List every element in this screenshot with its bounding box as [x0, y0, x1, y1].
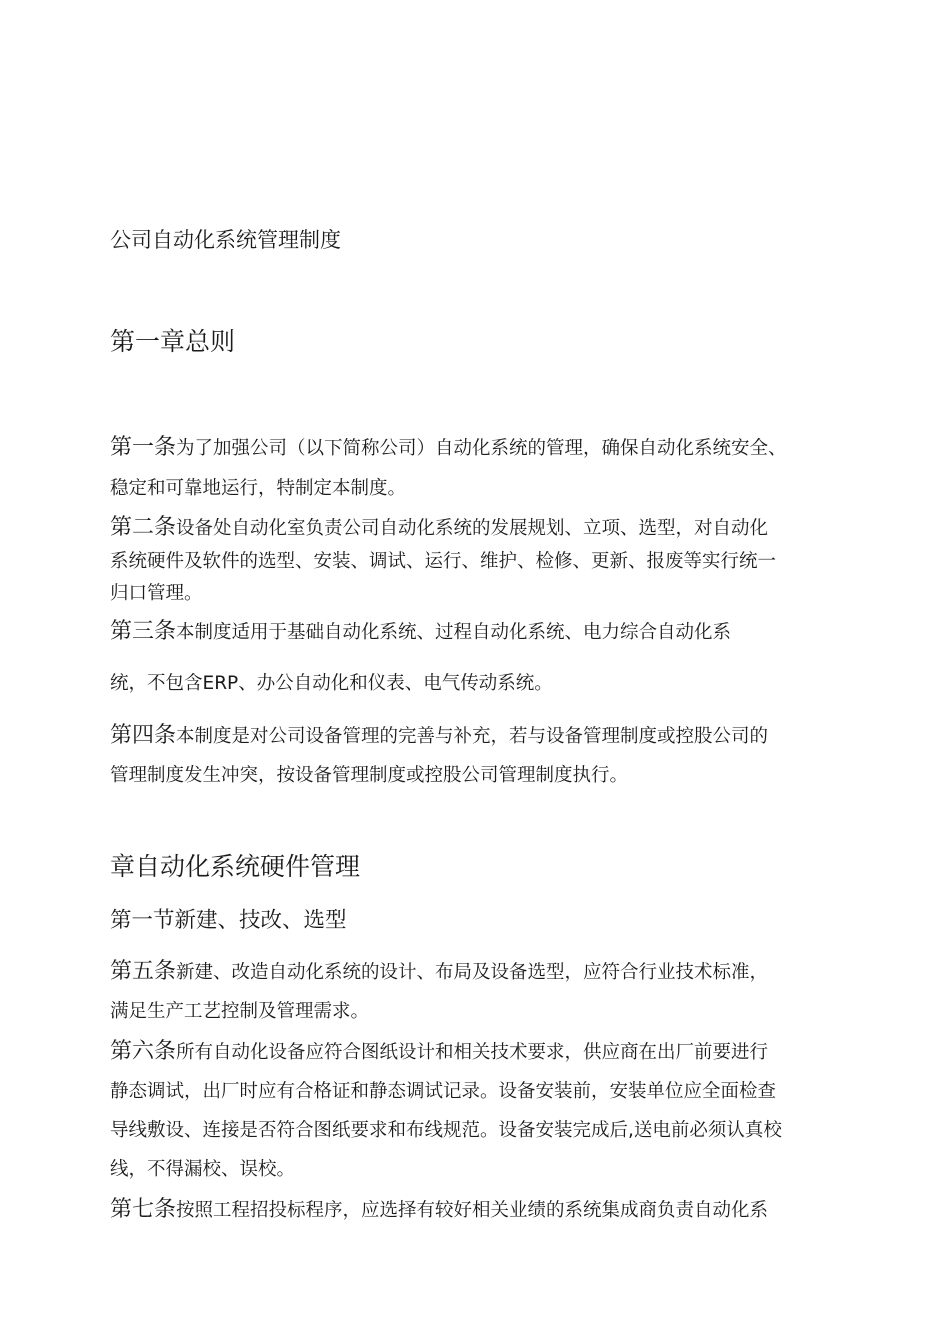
article-7-label: 第七条 [110, 1197, 177, 1222]
article-1-line-2: 稳定和可靠地运行，特制定本制度。 [110, 478, 407, 499]
article-6-line-3: 导线敷设、连接是否符合图纸要求和布线规范。设备安装完成后,送电前必须认真校 [110, 1120, 782, 1141]
article-6-line-2: 静态调试，出厂时应有合格证和静态调试记录。设备安装前，安装单位应全面检查 [110, 1081, 777, 1102]
chapter-1-heading: 第一章总则 [110, 327, 236, 356]
section-1-heading: 第一节新建、技改、选型 [110, 908, 347, 933]
article-6-label: 第六条 [110, 1039, 177, 1064]
article-7-text: 按照工程招投标程序，应选择有较好相关业绩的系统集成商负责自动化系 [176, 1200, 769, 1221]
article-7-line-1 [110, 1198, 768, 1223]
article-5-line-2: 满足生产工艺控制及管理需求。 [110, 1001, 370, 1022]
article-6-line-4: 线，不得漏校、误校。 [110, 1159, 296, 1180]
article-5-line-1 [110, 960, 768, 985]
article-2-label: 第二条 [110, 515, 177, 540]
article-1-text: 为了加强公司（以下简称公司）自动化系统的管理，确保自动化系统安全、 [176, 438, 787, 459]
article-3-label: 第三条 [110, 619, 177, 644]
article-2-line-1 [110, 516, 768, 541]
article-2-text: 设备处自动化室负责公司自动化系统的发展规划、立项、选型，对自动化 [176, 518, 769, 539]
article-3-line-1 [110, 620, 731, 645]
article-2-line-3: 归口管理。 [110, 583, 203, 604]
chapter-2-heading: 章自动化系统硬件管理 [110, 852, 361, 881]
article-1-label: 第一条 [110, 435, 177, 460]
article-4-line-2: 管理制度发生冲突，按设备管理制度或控股公司管理制度执行。 [110, 765, 629, 786]
article-6-line-1 [110, 1040, 768, 1065]
article-2-line-2: 系统硬件及软件的选型、安装、调试、运行、维护、检修、更新、报废等实行统一 [110, 551, 777, 572]
article-6-text: 所有自动化设备应符合图纸设计和相关技术要求，供应商在出厂前要进行 [176, 1042, 769, 1063]
article-4-text: 本制度是对公司设备管理的完善与补充，若与设备管理制度或控股公司的 [176, 726, 769, 747]
article-4-line-1 [110, 724, 768, 749]
article-3-line-2: 统，不包含ERP、办公自动化和仪表、电气传动系统。 [110, 673, 553, 694]
article-5-label: 第五条 [110, 959, 177, 984]
article-1-line-1 [110, 436, 787, 461]
document-title: 公司自动化系统管理制度 [110, 228, 341, 252]
article-3-text: 本制度适用于基础自动化系统、过程自动化系统、电力综合自动化系 [176, 622, 732, 643]
article-4-label: 第四条 [110, 723, 177, 748]
article-5-text: 新建、改造自动化系统的设计、布局及设备选型，应符合行业技术标准， [176, 962, 769, 983]
